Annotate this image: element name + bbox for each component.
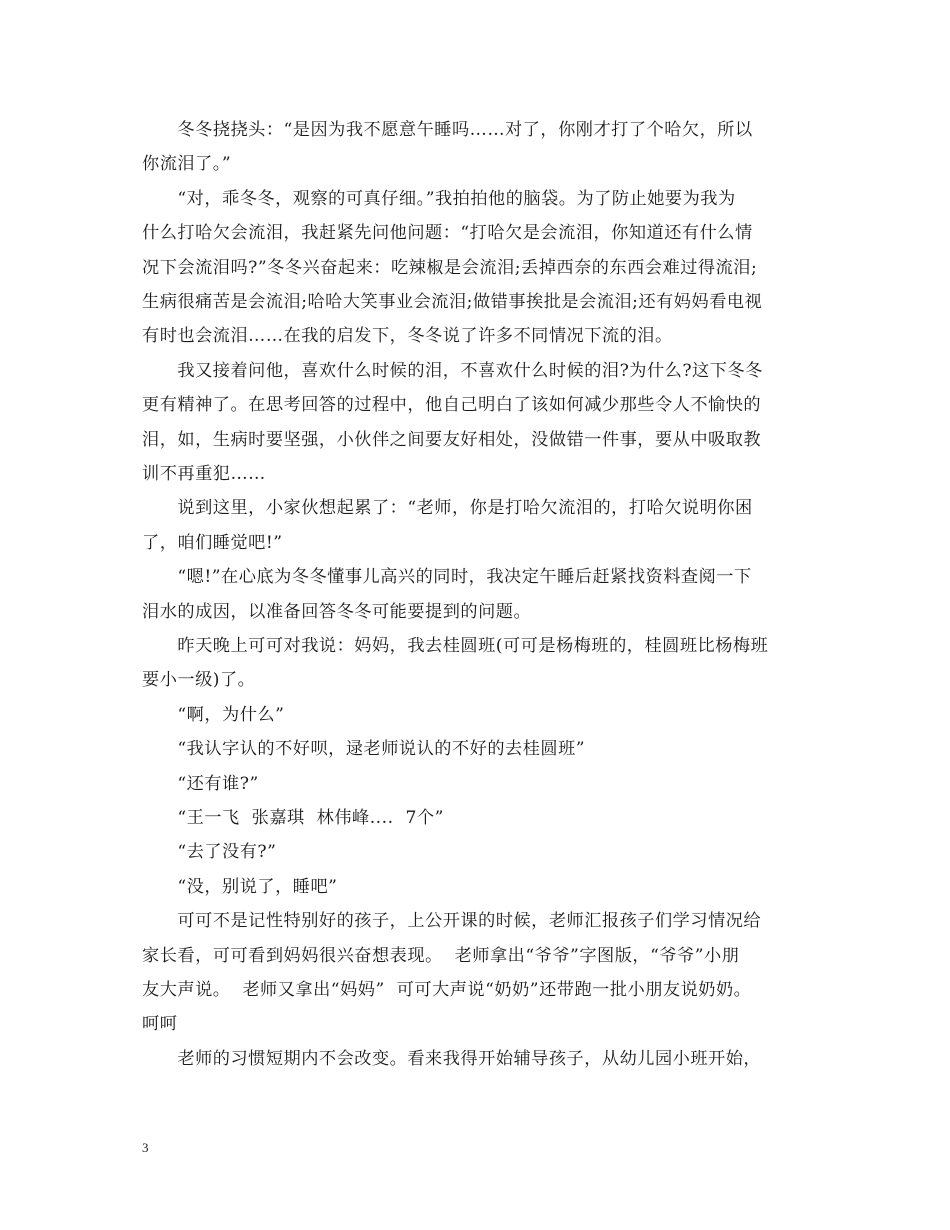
text-line: 我又接着问他，喜欢什么时候的泪，不喜欢什么时候的泪?为什么?这下冬冬 [142,360,763,381]
text-line: 友大声说。 老师又拿出“妈妈” 可可大声说“奶奶”还带跑一批小朋友说奶奶。 [142,980,752,1000]
text-line: 泪水的成因，以准备回答冬冬可能要提到的问题。 [142,601,532,622]
text-line: 冬冬挠挠头：“是因为我不愿意午睡吗……对了，你刚才打了个哈欠，所以 [142,120,753,140]
page-number: 3 [142,1140,149,1155]
text-line: “还有谁?” [142,773,259,794]
text-line: “啊，为什么” [142,704,285,725]
text-line: 昨天晚上可可对我说：妈妈，我去桂圆班(可可是杨梅班的，桂圆班比杨梅班 [142,636,769,656]
text-line: 训不再重犯…… [142,464,266,484]
text-line: “去了没有?” [142,842,277,863]
text-line: 了，咱们睡觉吧!” [142,532,283,553]
text-line: “没，别说了，睡吧” [142,876,338,897]
text-line: 要小一级)了。 [142,670,256,691]
text-line: 可可不是记性特别好的孩子，上公开课的时候，老师汇报孩子们学习情况给 [142,911,762,932]
text-line: “对，乖冬冬，观察的可真仔细。”我拍拍他的脑袋。为了防止她要为我为 [142,188,736,209]
text-line: “我认字认的不好呗，逯老师说认的不好的去桂圆班” [142,739,586,760]
text-line: 更有精神了。在思考回答的过程中，他自己明白了该如何减少那些令人不愉快的 [142,395,762,416]
text-line: 家长看，可可看到妈妈很兴奋想表现。 老师拿出“爷爷”字图版，“爷爷”小朋 [142,945,740,966]
text-line: 有时也会流泪……在我的启发下，冬冬说了许多不同情况下流的泪。 [142,326,673,347]
text-line: 呵呵 [142,1014,178,1035]
text-line: 你流泪了。” [142,154,232,175]
text-line: 生病很痛苦是会流泪;哈哈大笑事业会流泪;做错事挨批是会流泪;还有妈妈看电视 [142,292,763,312]
text-line: “王一飞 张嘉琪 林伟峰.... 7个” [142,808,444,828]
text-line: 什么打哈欠会流泪，我赶紧先问他问题：“打哈欠是会流泪，你知道还有什么情 [142,223,753,244]
text-line: 说到这里，小家伙想起累了：“老师，你是打哈欠流泪的，打哈欠说明你困 [142,498,753,519]
text-line: 况下会流泪吗?”冬冬兴奋起来：吃辣椒是会流泪;丢掉西奈的东西会难过得流泪; [142,257,758,278]
text-line: 老师的习惯短期内不会改变。看来我得开始辅导孩子，从幼儿园小班开始， [142,1048,762,1069]
text-line: 泪，如，生病时要坚强，小伙伴之间要友好相处，没做错一件事，要从中吸取教 [142,429,762,450]
text-line: “嗯!”在心底为冬冬懂事儿高兴的同时，我决定午睡后赶紧找资料查阅一下 [142,567,752,588]
